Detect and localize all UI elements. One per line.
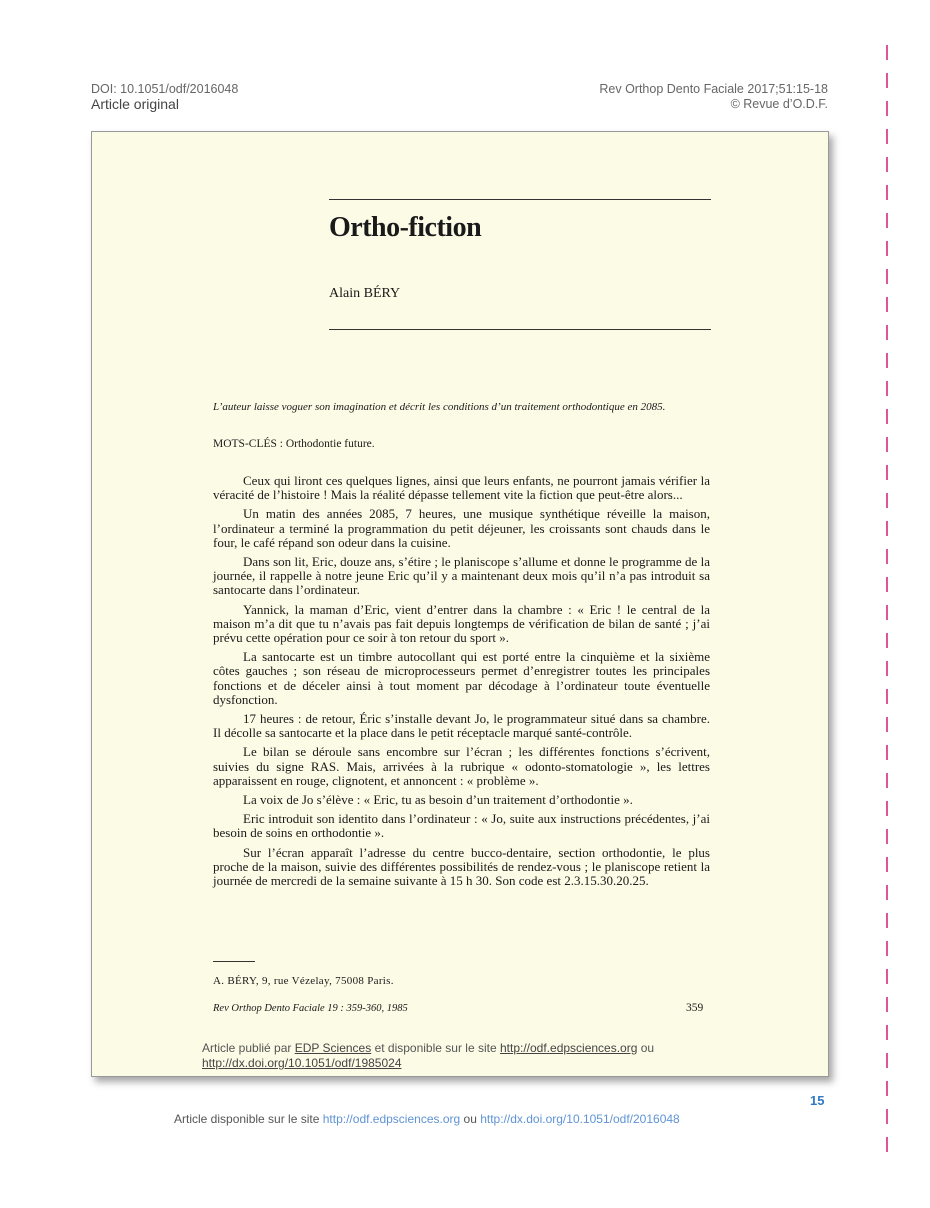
header-right (599, 82, 828, 112)
body-paragraph: Sur l’écran apparaît l’adresse du centre bucco-dentaire, section orthodontie, le plus proche de la maison, suivie des différentes possibilités de rendez-vous ; le planiscope retient la journée de mercredi de la semaine suivante à 15 h 30. Son code est 2.3.15.30.20.25. (213, 844, 710, 889)
body-paragraph: 17 heures : de retour, Éric s’installe devant Jo, le programmateur situé dans sa chambre. Il décolle sa santocarte et la place dans le petit réceptacle marqué santé-contrôle. (213, 711, 710, 741)
published-mid: et disponible sur le site (374, 1041, 497, 1055)
body-paragraph: Un matin des années 2085, 7 heures, une musique synthétique réveille la maison, l’ordinateur a terminé la programmation du petit déjeuner, les croissants sont chauds dans le four, le café répand son odeur dans la cuisine. (213, 506, 710, 550)
footnote-rule (213, 961, 255, 962)
scanned-article-page (91, 131, 829, 1077)
published-prefix: Article publié par (202, 1041, 292, 1055)
title-top-rule (329, 199, 711, 200)
title-bottom-rule (329, 329, 711, 330)
header-left (91, 82, 238, 112)
original-citation: Rev Orthop Dento Faciale 19 : 359-360, 1985 (213, 1003, 408, 1014)
article-title: Ortho-fiction (329, 212, 482, 243)
original-page-number: 359 (686, 1002, 704, 1014)
body-paragraph: La santocarte est un timbre autocollant qui est porté entre la cinquième et la sixième côtes gauches ; son réseau de microprocesseurs permet d’enregistrer toutes les principales fonctions et de déceler ainsi à tout moment par décodage à l’ordinateur toute éventuelle dysfonction. (213, 649, 710, 707)
body-paragraph: Le bilan se déroule sans encombre sur l’écran ; les différentes fonctions s’écrivent, suivies du signe RAS. Mais, arrivées à la rubrique « odonto-stomatologie », les lettres apparaissent en rouge, clignotent, et annoncent : « problème ». (213, 744, 710, 788)
footer-doi-link[interactable]: http://dx.doi.org/10.1051/odf/2016048 (480, 1112, 680, 1126)
footer-notice (174, 1112, 680, 1126)
keywords-line (213, 438, 375, 450)
site-link[interactable]: http://odf.edpsciences.org (499, 1041, 638, 1055)
article-type: Article original (91, 96, 179, 112)
body-paragraph: Ceux qui liront ces quelques lignes, ainsi que leurs enfants, ne pourront jamais vérifier la véracité de l’histoire ! Mais la réalité dépasse tellement vite la fiction que peut-être alors... (213, 473, 710, 503)
body-paragraph: La voix de Jo s’élève : « Eric, tu as besoin d’un traitement d’orthodontie ». (243, 792, 633, 808)
footer-or: ou (463, 1112, 477, 1126)
publisher-link[interactable]: EDP Sciences (294, 1041, 372, 1055)
publication-notice (202, 1041, 662, 1071)
copyright-text: © Revue d’O.D.F. (730, 97, 828, 111)
page-number: 15 (810, 1093, 825, 1108)
doi-link[interactable]: http://dx.doi.org/10.1051/odf/1985024 (202, 1056, 402, 1070)
margin-dash-line (886, 45, 888, 1165)
published-or: ou (640, 1041, 655, 1055)
author-address: A. BÉRY, 9, rue Vézelay, 75008 Paris. (213, 975, 394, 987)
article-body (213, 474, 710, 893)
body-paragraph: Yannick, la maman d’Eric, vient d’entrer dans la chambre : « Eric ! le central de la maison m’a dit que tu n’avais pas fait depuis longtemps de vérification de bilan de santé ; j’ai prévu cette opération pour ce soir à ton retour du sport ». (213, 601, 710, 646)
body-paragraph: Eric introduit son identito dans l’ordinateur : « Jo, suite aux instructions précédentes, j’ai besoin de soins en orthodontie ». (213, 811, 710, 841)
footer-prefix: Article disponible sur le site (174, 1112, 320, 1126)
footer-site-link[interactable]: http://odf.edpsciences.org (322, 1112, 461, 1126)
author-name: Alain BÉRY (329, 286, 401, 301)
body-paragraph: Dans son lit, Eric, douze ans, s’étire ; le planiscope s’allume et donne le programme de la journée, il rappelle à notre jeune Eric qu’il y a maintenant deux mois qu’il n’a pas introduit sa santocarte dans l’ordinateur. (213, 554, 710, 598)
abstract-text: L’auteur laisse voguer son imagination et décrit les conditions d’un traitement orthodontique en 2085. (213, 401, 666, 413)
keywords-value: Orthodontie future. (285, 438, 375, 450)
keywords-label: MOTS-CLÉS : (213, 438, 283, 450)
journal-reference: Rev Orthop Dento Faciale 2017;51:15-18 (599, 82, 828, 96)
doi-text: DOI: 10.1051/odf/2016048 (91, 82, 239, 96)
